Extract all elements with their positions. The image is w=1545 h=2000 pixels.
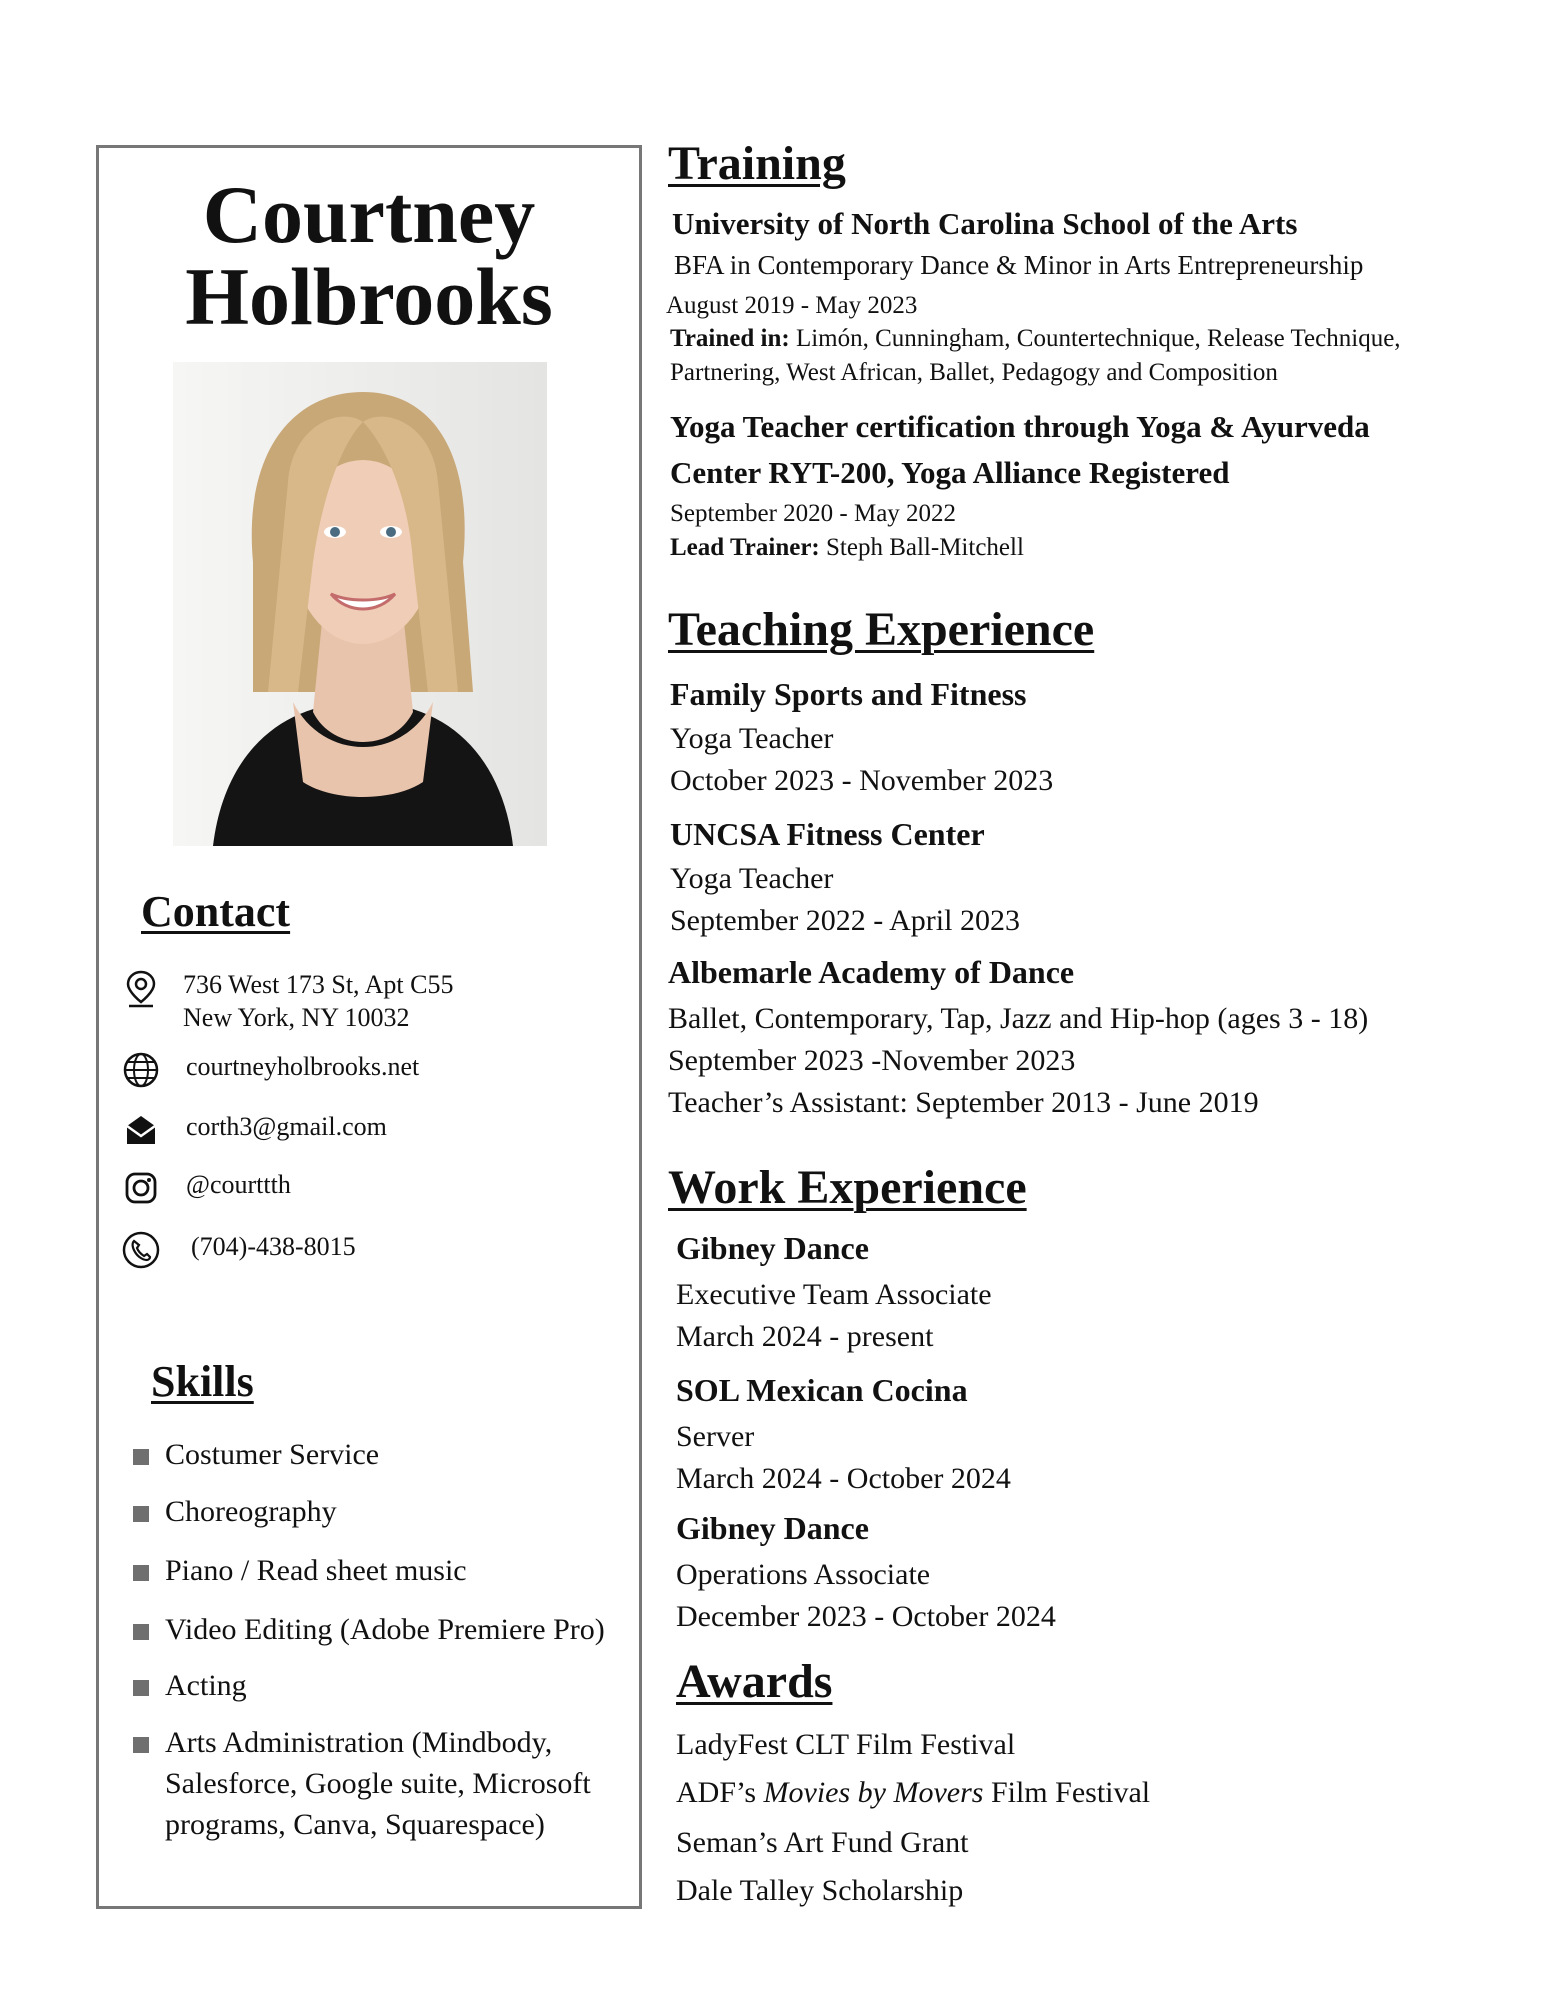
teaching-dates: October 2023 - November 2023 [670,764,1054,797]
address-line-1: 736 West 173 St, Apt C55 [183,970,454,999]
person-name [99,169,639,342]
work-org: Gibney Dance [676,1230,869,1266]
skill-item: Piano / Read sheet music [133,1550,467,1591]
yoga-certification: Yoga Teacher certification through Yoga & Ayurveda Center RYT-200, Yoga Alliance Registered [670,409,1370,490]
contact-phone[interactable] [121,1230,356,1270]
work-dates: March 2024 - present [676,1320,934,1353]
bullet-icon [133,1506,149,1522]
bullet-icon [133,1624,149,1640]
contact-heading: Contact [141,887,291,936]
teaching-org: Family Sports and Fitness [670,676,1027,712]
location-pin-icon [121,968,161,1008]
work-role: Operations Associate [676,1558,931,1591]
work-dates: December 2023 - October 2024 [676,1600,1056,1633]
skill-item: Video Editing (Adobe Premiere Pro) [133,1609,605,1650]
degree: BFA in Contemporary Dance & Minor in Arts Entrepreneurship [674,250,1364,280]
work-org: SOL Mexican Cocina [676,1372,968,1408]
training-heading: Training [668,137,846,190]
work-role: Executive Team Associate [676,1278,992,1311]
teaching-heading: Teaching Experience [668,603,1095,656]
website-link[interactable]: courtneyholbrooks.net [186,1052,420,1081]
sidebar-panel [96,145,642,1909]
award-item: Dale Talley Scholarship [676,1874,964,1907]
award-item: LadyFest CLT Film Festival [676,1728,1016,1761]
address-line-2: New York, NY 10032 [183,1003,410,1032]
work-heading: Work Experience [668,1161,1027,1214]
bullet-icon [133,1737,149,1753]
instagram-icon [121,1168,161,1208]
teaching-org: Albemarle Academy of Dance [668,954,1075,990]
teaching-role: Ballet, Contemporary, Tap, Jazz and Hip-hop (ages 3 - 18) [668,1002,1369,1035]
envelope-icon [121,1110,161,1150]
teaching-dates: September 2023 -November 2023 [668,1044,1076,1077]
first-name: Courtney [202,169,536,260]
teaching-role: Yoga Teacher [670,722,834,755]
work-dates: March 2024 - October 2024 [676,1462,1011,1495]
globe-icon [121,1050,161,1090]
phone-number[interactable]: (704)-438-8015 [191,1232,356,1261]
contact-instagram[interactable] [121,1168,291,1208]
skills-heading: Skills [151,1357,254,1406]
bullet-icon [133,1449,149,1465]
instagram-handle[interactable]: @courttth [186,1170,291,1199]
teaching-org: UNCSA Fitness Center [670,816,985,852]
bullet-icon [133,1680,149,1696]
school-name: University of North Carolina School of the Arts [672,206,1298,241]
teaching-assistant: Teacher’s Assistant: September 2013 - June 2019 [668,1086,1259,1119]
contact-website[interactable] [121,1050,419,1090]
bullet-icon [133,1565,149,1581]
yoga-dates: September 2020 - May 2022 [670,500,957,527]
teaching-dates: September 2022 - April 2023 [670,904,1020,937]
profile-photo [173,362,547,846]
skill-item: Acting [133,1665,247,1706]
skill-item: Arts Administration (Mindbody, Salesforce, Google suite, Microsoft programs, Canva, Squarespace) [133,1722,603,1845]
contact-email[interactable] [121,1110,387,1150]
work-role: Server [676,1420,755,1453]
awards-heading: Awards [676,1655,833,1708]
last-name: Holbrooks [185,251,553,342]
lead-trainer: Lead Trainer: Steph Ball-Mitchell [670,534,1024,561]
trained-in: Trained in: Limón, Cunningham, Countertechnique, Release Technique, Partnering, West African, Ballet, Pedagogy and Composition [670,325,1401,386]
teaching-role: Yoga Teacher [670,862,834,895]
award-item: Seman’s Art Fund Grant [676,1826,969,1859]
contact-address [121,968,453,1034]
training-dates: August 2019 - May 2023 [666,292,918,319]
award-item: ADF’s Movies by Movers Film Festival [676,1776,1151,1809]
phone-icon [121,1230,161,1270]
work-org: Gibney Dance [676,1510,869,1546]
skill-item: Choreography [133,1491,337,1532]
email-link[interactable]: corth3@gmail.com [186,1112,387,1141]
skill-item: Costumer Service [133,1434,379,1475]
